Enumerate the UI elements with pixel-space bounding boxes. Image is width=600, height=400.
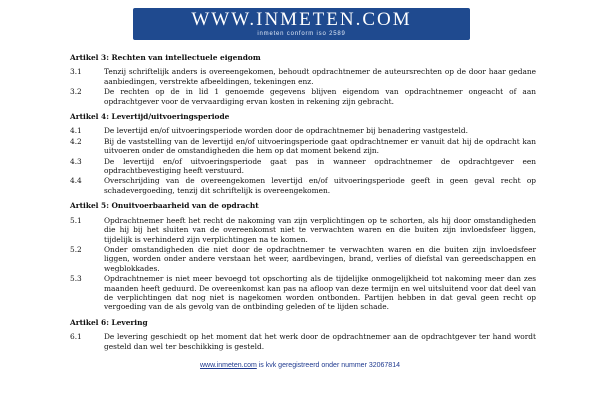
clause-number: 5.3 [70,274,82,284]
article-3 [70,53,536,106]
clause [70,274,536,312]
header-banner [133,8,470,40]
clause-number: 5.1 [70,215,82,225]
clause-text: Opdrachtnemer heeft het recht de nakoming van zijn verplichtingen op te schorten, als hij door omstandigheden die hij bij het sluiten van de overeenkomst niet te verwachten waren en die buiten zijn invloedsfeer liggen, tijdelijk is verhinderd zijn verplichtingen na te komen. [104,215,536,244]
clause-text: Bij de vaststelling van de levertijd en/of uitvoeringsperiode gaat opdrachtnemer er vanuit dat hij de opdracht kan uitvoeren onder de omstandigheden die hem op dat moment bekend zijn. [104,136,536,156]
clause-text: Overschrijding van de overeengekomen levertijd en/of uitvoeringsperiode geeft in geen geval recht op schadevergoeding, tenzij dit schriftelijk is overeengekomen. [104,176,536,195]
clause-number: 4.4 [70,176,82,186]
clause-text: De levertijd en/of uitvoeringsperiode gaat pas in wanneer opdrachtnemer de opdrachtgever een opdrachtbevestiging heeft verstuurd. [104,156,536,176]
clause-number: 4.3 [70,156,82,166]
page-footer [0,362,600,369]
clause-number: 5.2 [70,244,82,254]
clause-text: De levering geschiedt op het moment dat het werk door de opdrachtnemer aan de opdrachtgever ter hand wordt gesteld dan wel ter beschikking is gesteld. [104,332,536,351]
clause-text: Tenzij schriftelijk anders is overeengekomen, behoudt opdrachtnemer de auteursrechten op de door haar gedane aanbiedingen, verstrekte afbeeldingen, tekeningen enz. [104,67,536,86]
article-heading: Artikel 5: Onuitvoerbaarheid van de opdracht [70,201,259,211]
clause-text: De levertijd en/of uitvoeringsperiode worden door de opdrachtnemer bij benadering vastgesteld. [104,126,468,136]
footer-registration-text: is kvk geregistreerd onder nummer 32067814 [256,362,400,369]
article-heading: Artikel 6: Levering [70,317,148,327]
site-logo-title: WWW.INMETEN.COM [191,9,412,30]
clause-number: 6.1 [70,332,82,342]
website-link[interactable]: www.inmeten.com [200,362,257,369]
clause [70,126,536,135]
article-4 [70,112,536,195]
clause [70,245,536,273]
clause-number: 4.1 [70,126,82,136]
clause [70,67,536,86]
clause [70,157,536,176]
clause [70,137,536,156]
article-heading: Artikel 3: Rechten van intellectuele eigendom [70,53,261,62]
article-heading: Artikel 4: Levertijd/uitvoeringsperiode [70,112,230,122]
document-body [70,53,536,357]
clause-text: De rechten op de in lid 1 genoemde gegevens blijven eigendom van opdrachtnemer ongeacht of aan opdrachtgever voor de vervaardiging ervan kosten in rekening zijn gebracht. [104,87,536,106]
clause-number: 3.1 [70,67,82,77]
clause-text: Onder omstandigheden die niet door de opdrachtnemer te verwachten waren en die buiten zijn invloedsfeer liggen, worden onder andere verstaan het weer, aardbevingen, brand, verlies of diefstal van gereedschappen en wegblokkades. [104,244,536,273]
site-logo-subtitle: inmeten conform iso 2589 [257,31,346,37]
clause [70,332,536,351]
clause-number: 4.2 [70,136,82,146]
clause-text: Opdrachtnemer is niet meer bevoegd tot opschorting als de tijdelijke onmogelijkheid tot nakoming meer dan zes maanden heeft geduurd. De overeenkomst kan pas na afloop van deze termijn en wel uitsluitend voor dat deel van de verplichtingen dat nog niet is nagekomen worden ontbonden. Partijen hebben in dat geval geen recht op vergoeding van de als gevolg van de ontbinding geleden of te lijden schade. [104,274,536,312]
clause [70,176,536,195]
clause [70,87,536,106]
clause-number: 3.2 [70,87,82,97]
article-5 [70,201,536,311]
clause [70,216,536,244]
article-6 [70,318,536,351]
